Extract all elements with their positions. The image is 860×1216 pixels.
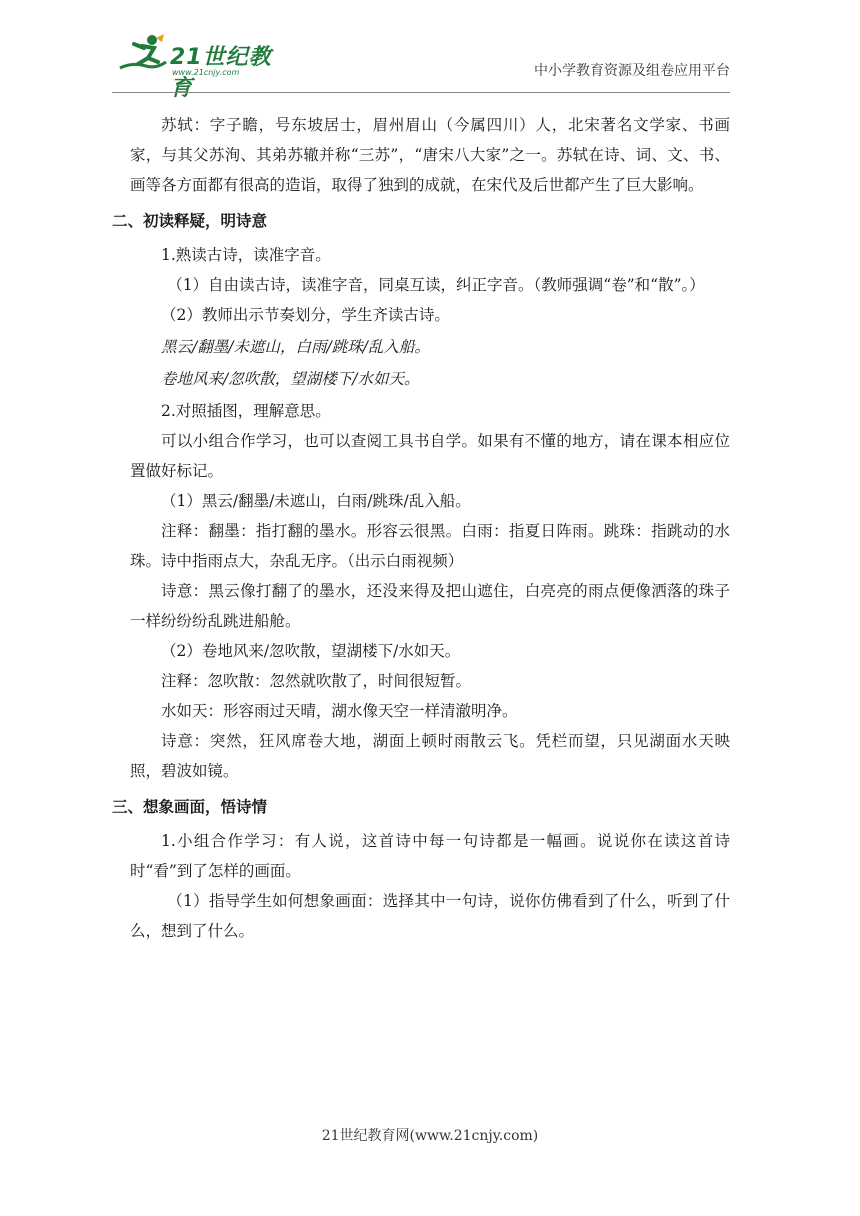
logo-url: www.21cnjy.com [172, 68, 240, 77]
header-divider [112, 92, 730, 93]
page-header [112, 32, 730, 101]
annotation: 注释：忽吹散：忽然就吹散了，时间很短暂。 [161, 672, 472, 690]
intro-paragraph: 苏轼：字子瞻，号东坡居士，眉州眉山（今属四川）人，北宋著名文学家、书画家，与其父苏洵、其弟苏辙并称“三苏”，“唐宋八大家”之一。苏轼在诗、词、文、书、画等各方面都有很高的造诣，取得了独到的成就，在宋代及后世都产生了巨大影响。 [130, 116, 730, 194]
annotation: 水如天：形容雨过天晴，湖水像天空一样清澈明净。 [161, 702, 518, 720]
paragraph: 可以小组合作学习，也可以查阅工具书自学。如果有不懂的地方，请在课本相应位置做好标记。 [130, 432, 730, 480]
document-body [112, 110, 730, 946]
runner-logo-icon [112, 32, 172, 82]
list-item: （2）卷地风来/忽吹散，望湖楼下/水如天。 [161, 642, 461, 660]
poem-meaning: 诗意：突然，狂风席卷大地，湖面上顿时雨散云飞。凭栏而望，只见湖面水天映照，碧波如镜。 [130, 732, 730, 780]
section-heading: 二、初读释疑，明诗意 [112, 212, 268, 230]
section-heading: 三、想象画面，悟诗情 [112, 798, 268, 816]
platform-name: 中小学教育资源及组卷应用平台 [534, 63, 730, 79]
list-item: （1）自由读古诗，读准字音，同桌互读，纠正字音。（教师强调“卷”和“散”。） [167, 276, 705, 294]
poem-meaning: 诗意：黑云像打翻了的墨水，还没来得及把山遮住，白亮亮的雨点便像洒落的珠子一样纷纷纷乱跳进船舱。 [130, 582, 730, 630]
site-logo [112, 32, 292, 101]
list-item: 1.熟读古诗，读准字音。 [161, 246, 331, 264]
poem-line: 卷地风来/忽吹散，望湖楼下/水如天。 [161, 370, 420, 388]
poem-line: 黑云/翻墨/未遮山，白雨/跳珠/乱入船。 [161, 338, 430, 356]
annotation: 注释：翻墨：指打翻的墨水。形容云很黑。白雨：指夏日阵雨。跳珠：指跳动的水珠。诗中指雨点大，杂乱无序。（出示白雨视频） [130, 522, 730, 570]
list-item: （2）教师出示节奏划分，学生齐读古诗。 [161, 306, 450, 324]
page-footer: 21世纪教育网(www.21cnjy.com) [321, 1128, 539, 1144]
logo-text: 21世纪教育 [170, 45, 272, 101]
list-item: 1.小组合作学习：有人说，这首诗中每一句诗都是一幅画。说说你在读这首诗时“看”到了怎样的画面。 [130, 832, 730, 880]
list-item: （1）黑云/翻墨/未遮山，白雨/跳珠/乱入船。 [161, 492, 471, 510]
list-item: 2.对照插图，理解意思。 [161, 402, 331, 420]
list-item: （1）指导学生如何想象画面：选择其中一句诗，说你仿佛看到了什么，听到了什么，想到了什么。 [130, 892, 730, 940]
